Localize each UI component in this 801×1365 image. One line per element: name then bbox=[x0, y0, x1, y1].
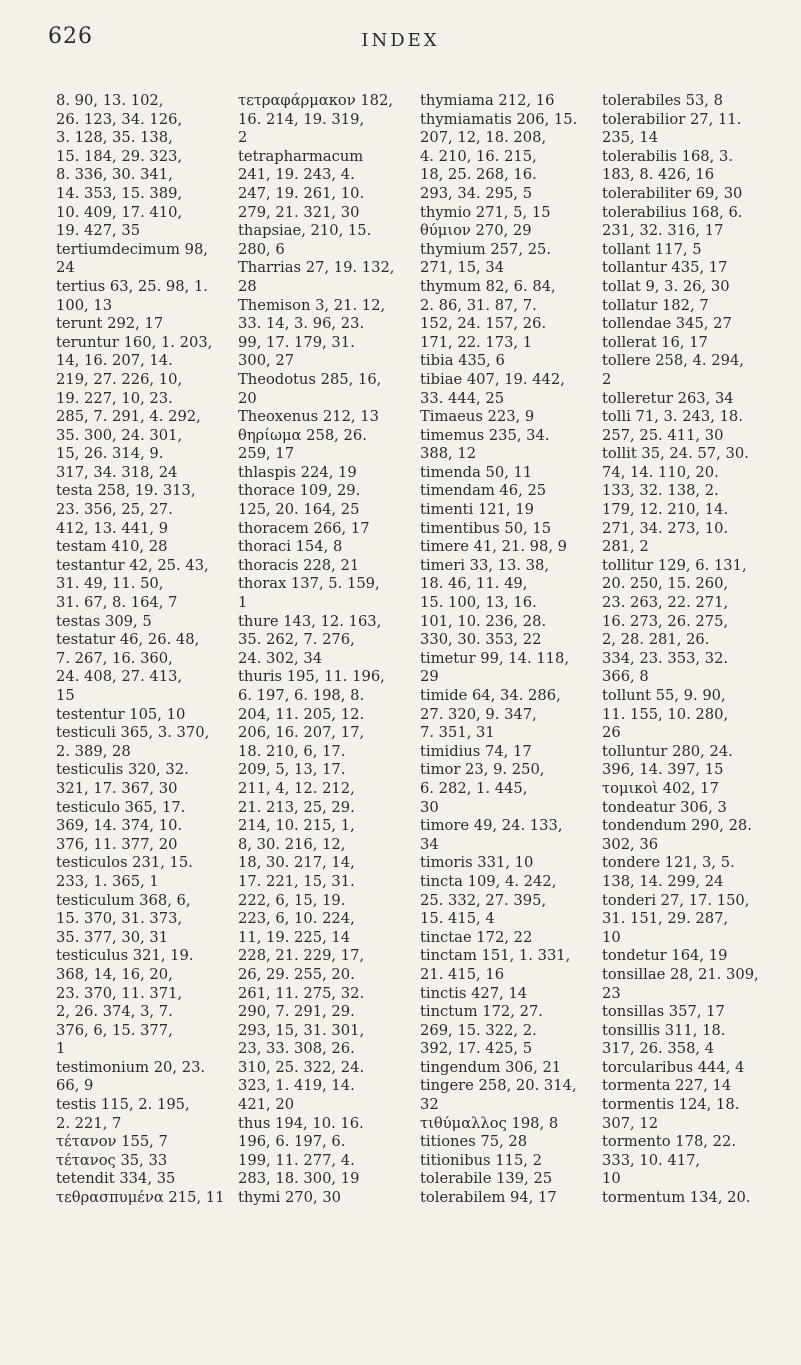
index-line: testentur 105, 10 bbox=[56, 705, 186, 723]
index-line: tetendit 334, 35 bbox=[56, 1170, 176, 1188]
index-line: 18, 30. 217, 14, bbox=[238, 854, 355, 872]
index-line: tolluntur 280, 24. bbox=[602, 742, 733, 760]
index-line: tollantur 435, 17 bbox=[602, 259, 728, 277]
index-line: tolerabilius 168, 6. bbox=[602, 203, 743, 221]
index-line: 26 bbox=[602, 724, 621, 742]
index-line: titiones 75, 28 bbox=[420, 1133, 528, 1151]
index-line: tollendae 345, 27 bbox=[602, 315, 732, 333]
index-line: 2. 221, 7 bbox=[56, 1114, 122, 1132]
index-line: 376, 6, 15. 377, bbox=[56, 1021, 173, 1039]
index-line: Timaeus 223, 9 bbox=[420, 408, 535, 426]
index-line: tinctam 151, 1. 331, bbox=[420, 947, 571, 965]
index-line: 7. 267, 16. 360, bbox=[56, 649, 173, 667]
index-line: 18. 210, 6, 17. bbox=[238, 742, 346, 760]
index-line: 20. 250, 15. 260, bbox=[602, 575, 729, 593]
index-line: 1 bbox=[238, 594, 248, 612]
index-line: 23, 33. 308, 26. bbox=[238, 1040, 355, 1058]
index-line: Tharrias 27, 19. 132, bbox=[238, 259, 395, 277]
index-line: tingendum 306, 21 bbox=[420, 1058, 562, 1076]
index-line: 100, 13 bbox=[56, 296, 113, 314]
index-line: 10 bbox=[602, 1170, 621, 1188]
index-line: tonderi 27, 17. 150, bbox=[602, 891, 750, 909]
index-line: τεθρασπυμένα 215, 11 bbox=[56, 1189, 225, 1207]
index-line: 280, 6 bbox=[238, 240, 285, 258]
index-line: 8. 90, 13. 102, bbox=[56, 92, 164, 109]
index-line: 19. 427, 35 bbox=[56, 222, 141, 240]
index-line: thoracis 228, 21 bbox=[238, 556, 360, 574]
index-line: 209, 5, 13, 17. bbox=[238, 761, 346, 779]
index-line: timide 64, 34. 286, bbox=[420, 687, 561, 704]
index-line: 35. 377, 30, 31 bbox=[56, 928, 169, 946]
index-line: 323, 1. 419, 14. bbox=[238, 1077, 355, 1095]
index-line: teruntur 160, 1. 203, bbox=[56, 333, 213, 351]
index-line: timemus 235, 34. bbox=[420, 426, 550, 444]
index-line: testam 410, 28 bbox=[56, 538, 168, 556]
index-line: 269, 15. 322, 2. bbox=[420, 1021, 537, 1039]
index-line: tonsillas 357, 17 bbox=[602, 1003, 725, 1021]
index-line: 20 bbox=[238, 389, 257, 407]
index-line: 23. 263, 22. 271, bbox=[602, 594, 729, 612]
index-line: tinctum 172, 27. bbox=[420, 1003, 543, 1021]
index-column-2 bbox=[238, 92, 412, 1322]
index-line: 368, 14, 16, 20, bbox=[56, 965, 173, 983]
index-line: thorax 137, 5. 159, bbox=[238, 575, 380, 593]
index-line: tolerabilior 27, 11. bbox=[602, 110, 742, 128]
index-line: tollatur 182, 7 bbox=[602, 296, 709, 314]
index-line: 33. 444, 25 bbox=[420, 389, 505, 407]
index-line: τετραφάρμακον 182, bbox=[238, 92, 394, 109]
index-line: 2. 389, 28 bbox=[56, 742, 131, 760]
index-line: testis 115, 2. 195, bbox=[56, 1096, 190, 1114]
index-line: 1 bbox=[56, 1040, 66, 1058]
index-line: 317, 34. 318, 24 bbox=[56, 463, 178, 481]
index-line: tollant 117, 5 bbox=[602, 240, 702, 258]
index-line: tolerabilis 168, 3. bbox=[602, 147, 733, 165]
index-line: 35. 262, 7. 276, bbox=[238, 631, 355, 649]
index-line: 25. 332, 27. 395, bbox=[420, 891, 547, 909]
index-line: 196, 6. 197, 6. bbox=[238, 1133, 346, 1151]
index-line: 307, 12 bbox=[602, 1114, 659, 1132]
index-line: 366, 8 bbox=[602, 668, 649, 686]
index-line: tibia 435, 6 bbox=[420, 352, 505, 370]
index-line: 219, 27. 226, 10, bbox=[56, 370, 183, 388]
index-line: testa 258, 19. 313, bbox=[56, 482, 196, 500]
index-line: testiculum 368, 6, bbox=[56, 891, 191, 909]
index-line: 24. 408, 27. 413, bbox=[56, 668, 183, 686]
index-line: 392, 17. 425, 5 bbox=[420, 1040, 533, 1058]
index-line: tertiumdecimum 98, bbox=[56, 240, 208, 258]
index-line: 15 bbox=[56, 687, 75, 704]
index-line: 23 bbox=[602, 984, 621, 1002]
index-line: 99, 17. 179, 31. bbox=[238, 333, 355, 351]
index-line: tollat 9, 3. 26, 30 bbox=[602, 277, 730, 295]
index-line: 321, 17. 367, 30 bbox=[56, 779, 178, 797]
index-line: 207, 12, 18. 208, bbox=[420, 129, 547, 147]
page-number: 626 bbox=[48, 24, 93, 49]
index-line: 10 bbox=[602, 928, 621, 946]
index-line: 28 bbox=[238, 277, 257, 295]
index-line: 31. 49, 11. 50, bbox=[56, 575, 164, 593]
index-line: thlaspis 224, 19 bbox=[238, 463, 357, 481]
index-line: 18, 25. 268, 16. bbox=[420, 166, 537, 184]
index-line: timore 49, 24. 133, bbox=[420, 817, 563, 835]
index-line: Themison 3, 21. 12, bbox=[238, 296, 386, 314]
index-line: testiculis 320, 32. bbox=[56, 761, 189, 779]
index-line: tollitur 129, 6. 131, bbox=[602, 556, 747, 574]
index-line: 16. 273, 26. 275, bbox=[602, 612, 729, 630]
index-line: 125, 20. 164, 25 bbox=[238, 501, 360, 519]
index-line: θύμιον 270, 29 bbox=[420, 222, 532, 240]
index-line: testas 309, 5 bbox=[56, 612, 152, 630]
index-line: 15. 415, 4 bbox=[420, 910, 495, 928]
index-line: 247, 19. 261, 10. bbox=[238, 184, 365, 202]
index-line: thymiama 212, 16 bbox=[420, 92, 555, 109]
index-line: 421, 20 bbox=[238, 1096, 295, 1114]
index-line: 35. 300, 24. 301, bbox=[56, 426, 183, 444]
index-line: 24. 302, 34 bbox=[238, 649, 323, 667]
index-line: 6. 197, 6. 198, 8. bbox=[238, 687, 365, 704]
index-line: 2. 86, 31. 87, 7. bbox=[420, 296, 537, 314]
index-line: tolerabile 139, 25 bbox=[420, 1170, 553, 1188]
index-line: 34 bbox=[420, 835, 439, 853]
index-line: testiculo 365, 17. bbox=[56, 798, 186, 816]
index-line: 26. 123, 34. 126, bbox=[56, 110, 183, 128]
index-line: tinctis 427, 14 bbox=[420, 984, 528, 1002]
index-line: thus 194, 10. 16. bbox=[238, 1114, 364, 1132]
index-line: thymi 270, 30 bbox=[238, 1189, 342, 1207]
index-line: 293, 34. 295, 5 bbox=[420, 184, 533, 202]
index-line: testiculos 231, 15. bbox=[56, 854, 193, 872]
index-line: thapsiae, 210, 15. bbox=[238, 222, 372, 240]
index-line: 302, 36 bbox=[602, 835, 659, 853]
index-line: timetur 99, 14. 118, bbox=[420, 649, 570, 667]
index-line: 7. 351, 31 bbox=[420, 724, 495, 742]
index-line: 231, 32. 316, 17 bbox=[602, 222, 724, 240]
index-line: timeri 33, 13. 38, bbox=[420, 556, 550, 574]
index-line: 412, 13. 441, 9 bbox=[56, 519, 169, 537]
index-line: tincta 109, 4. 242, bbox=[420, 872, 557, 890]
index-line: 333, 10. 417, bbox=[602, 1151, 701, 1169]
index-line: 15. 370, 31. 373, bbox=[56, 910, 183, 928]
index-line: 31. 67, 8. 164, 7 bbox=[56, 594, 178, 612]
index-column-4 bbox=[602, 92, 776, 1322]
index-line: tormentis 124, 18. bbox=[602, 1096, 740, 1114]
index-line: testantur 42, 25. 43, bbox=[56, 556, 209, 574]
index-line: 369, 14. 374, 10. bbox=[56, 817, 183, 835]
index-line: 2 bbox=[238, 129, 248, 147]
index-line: 11. 155, 10. 280, bbox=[602, 705, 729, 723]
index-line: tormenta 227, 14 bbox=[602, 1077, 732, 1095]
index-line: tollere 258, 4. 294, bbox=[602, 352, 744, 370]
index-line: 11, 19. 225, 14 bbox=[238, 928, 351, 946]
index-line: τέτανος 35, 33 bbox=[56, 1151, 168, 1169]
index-line: 259, 17 bbox=[238, 445, 295, 463]
index-line: 204, 11. 205, 12. bbox=[238, 705, 365, 723]
index-line: 241, 19. 243, 4. bbox=[238, 166, 355, 184]
index-line: tondere 121, 3, 5. bbox=[602, 854, 735, 872]
index-line: thoraci 154, 8 bbox=[238, 538, 343, 556]
index-line: tonsillis 311, 18. bbox=[602, 1021, 726, 1039]
index-line: 14, 16. 207, 14. bbox=[56, 352, 173, 370]
index-line: 179, 12. 210, 14. bbox=[602, 501, 729, 519]
index-line: 152, 24. 157, 26. bbox=[420, 315, 547, 333]
index-line: Theoxenus 212, 13 bbox=[238, 408, 379, 426]
index-line: tondeatur 306, 3 bbox=[602, 798, 727, 816]
index-line: 283, 18. 300, 19 bbox=[238, 1170, 360, 1188]
index-line: τιθύμαλλος 198, 8 bbox=[420, 1114, 559, 1132]
index-line: testiculus 321, 19. bbox=[56, 947, 194, 965]
index-line: tolli 71, 3. 243, 18. bbox=[602, 408, 743, 426]
index-line: 26, 29. 255, 20. bbox=[238, 965, 355, 983]
index-line: 19. 227, 10, 23. bbox=[56, 389, 173, 407]
index-line: 317, 26. 358, 4 bbox=[602, 1040, 715, 1058]
index-line: 293, 15, 31. 301, bbox=[238, 1021, 365, 1039]
index-line: 4. 210, 16. 215, bbox=[420, 147, 537, 165]
index-line: 66, 9 bbox=[56, 1077, 94, 1095]
index-line: 376, 11. 377, 20 bbox=[56, 835, 178, 853]
index-line: tertius 63, 25. 98, 1. bbox=[56, 277, 208, 295]
running-head: INDEX bbox=[361, 30, 440, 51]
index-line: tolerabiliter 69, 30 bbox=[602, 184, 743, 202]
index-line: tolerabilem 94, 17 bbox=[420, 1189, 557, 1207]
index-line: 74, 14. 110, 20. bbox=[602, 463, 719, 481]
index-line: tonsillae 28, 21. 309, bbox=[602, 965, 759, 983]
index-line: 30 bbox=[420, 798, 439, 816]
index-line: 29 bbox=[420, 668, 439, 686]
index-line: timere 41, 21. 98, 9 bbox=[420, 538, 568, 556]
index-line: timenda 50, 11 bbox=[420, 463, 533, 481]
index-line: tondetur 164, 19 bbox=[602, 947, 728, 965]
index-line: timenti 121, 19 bbox=[420, 501, 535, 519]
index-line: torcularibus 444, 4 bbox=[602, 1058, 745, 1076]
index-line: 24 bbox=[56, 259, 75, 277]
index-line: timendam 46, 25 bbox=[420, 482, 547, 500]
index-line: τομικοὶ 402, 17 bbox=[602, 779, 719, 797]
index-line: 15. 184, 29. 323, bbox=[56, 147, 183, 165]
index-line: 2 bbox=[602, 370, 612, 388]
index-line: 228, 21. 229, 17, bbox=[238, 947, 365, 965]
index-line: tinctae 172, 22 bbox=[420, 928, 533, 946]
index-line: 2, 28. 281, 26. bbox=[602, 631, 710, 649]
index-line: 271, 34. 273, 10. bbox=[602, 519, 729, 537]
index-line: 133, 32. 138, 2. bbox=[602, 482, 719, 500]
index-line: thoracem 266, 17 bbox=[238, 519, 370, 537]
index-line: 261, 11. 275, 32. bbox=[238, 984, 365, 1002]
index-line: 8. 336, 30. 341, bbox=[56, 166, 173, 184]
index-line: 18. 46, 11. 49, bbox=[420, 575, 528, 593]
index-line: tormento 178, 22. bbox=[602, 1133, 736, 1151]
index-line: tormentum 134, 20. bbox=[602, 1189, 751, 1207]
index-line: tondendum 290, 28. bbox=[602, 817, 752, 835]
index-line: 31. 151, 29. 287, bbox=[602, 910, 729, 928]
index-line: 330, 30. 353, 22 bbox=[420, 631, 542, 649]
index-line: thymio 271, 5, 15 bbox=[420, 203, 551, 221]
index-line: 32 bbox=[420, 1096, 439, 1114]
index-line: 16. 214, 19. 319, bbox=[238, 110, 365, 128]
index-line: thymiamatis 206, 15. bbox=[420, 110, 578, 128]
index-line: tollit 35, 24. 57, 30. bbox=[602, 445, 749, 463]
index-column-1 bbox=[56, 92, 230, 1322]
index-line: 271, 15, 34 bbox=[420, 259, 505, 277]
index-line: tollunt 55, 9. 90, bbox=[602, 687, 726, 704]
index-line: thymium 257, 25. bbox=[420, 240, 552, 258]
index-line: testatur 46, 26. 48, bbox=[56, 631, 200, 649]
index-line: terunt 292, 17 bbox=[56, 315, 164, 333]
index-line: timentibus 50, 15 bbox=[420, 519, 552, 537]
index-line: testimonium 20, 23. bbox=[56, 1058, 206, 1076]
index-line: 183, 8. 426, 16 bbox=[602, 166, 715, 184]
index-line: 171, 22. 173, 1 bbox=[420, 333, 533, 351]
index-line: 101, 10. 236, 28. bbox=[420, 612, 547, 630]
index-line: 396, 14. 397, 15 bbox=[602, 761, 724, 779]
index-line: 17. 221, 15, 31. bbox=[238, 872, 355, 890]
index-line: 211, 4, 12. 212, bbox=[238, 779, 355, 797]
index-line: tibiae 407, 19. 442, bbox=[420, 370, 565, 388]
index-line: 279, 21. 321, 30 bbox=[238, 203, 360, 221]
index-line: thorace 109, 29. bbox=[238, 482, 361, 500]
index-line: 3. 128, 35. 138, bbox=[56, 129, 173, 147]
index-line: 214, 10. 215, 1, bbox=[238, 817, 355, 835]
index-line: 21. 213, 25, 29. bbox=[238, 798, 355, 816]
index-line: 8, 30. 216, 12, bbox=[238, 835, 346, 853]
index-line: 235, 14 bbox=[602, 129, 659, 147]
index-line: 10. 409, 17. 410, bbox=[56, 203, 183, 221]
index-line: 257, 25. 411, 30 bbox=[602, 426, 724, 444]
index-line: 310, 25. 322, 24. bbox=[238, 1058, 365, 1076]
index-line: 138, 14. 299, 24 bbox=[602, 872, 724, 890]
index-line: 206, 16. 207, 17, bbox=[238, 724, 365, 742]
index-line: thure 143, 12. 163, bbox=[238, 612, 382, 630]
index-line: 285, 7. 291, 4. 292, bbox=[56, 408, 201, 426]
index-line: 2, 26. 374, 3, 7. bbox=[56, 1003, 173, 1021]
index-line: 14. 353, 15. 389, bbox=[56, 184, 183, 202]
index-line: thymum 82, 6. 84, bbox=[420, 277, 556, 295]
index-line: timor 23, 9. 250, bbox=[420, 761, 545, 779]
index-line: tolerabiles 53, 8 bbox=[602, 92, 723, 109]
index-line: 223, 6, 10. 224, bbox=[238, 910, 355, 928]
index-line: 15, 26. 314, 9. bbox=[56, 445, 164, 463]
index-columns bbox=[56, 92, 776, 1322]
index-line: 222, 6, 15, 19. bbox=[238, 891, 346, 909]
index-line: 233, 1. 365, 1 bbox=[56, 872, 159, 890]
index-line: 300, 27 bbox=[238, 352, 295, 370]
index-line: timidius 74, 17 bbox=[420, 742, 532, 760]
index-line: tolleretur 263, 34 bbox=[602, 389, 734, 407]
index-line: timoris 331, 10 bbox=[420, 854, 534, 872]
index-line: 21. 415, 16 bbox=[420, 965, 505, 983]
index-line: testiculi 365, 3. 370, bbox=[56, 724, 210, 742]
index-line: thuris 195, 11. 196, bbox=[238, 668, 385, 686]
index-line: tetrapharmacum bbox=[238, 147, 364, 165]
index-line: titionibus 115, 2 bbox=[420, 1151, 542, 1169]
index-line: 6. 282, 1. 445, bbox=[420, 779, 528, 797]
index-line: τέτανον 155, 7 bbox=[56, 1133, 168, 1151]
index-line: tingere 258, 20. 314, bbox=[420, 1077, 577, 1095]
index-line: 199, 11. 277, 4. bbox=[238, 1151, 355, 1169]
index-line: 290, 7. 291, 29. bbox=[238, 1003, 355, 1021]
index-line: 27. 320, 9. 347, bbox=[420, 705, 537, 723]
index-line: θηρίωμα 258, 26. bbox=[238, 426, 367, 444]
index-line: 334, 23. 353, 32. bbox=[602, 649, 729, 667]
index-line: Theodotus 285, 16, bbox=[238, 370, 382, 388]
index-line: 33. 14, 3. 96, 23. bbox=[238, 315, 365, 333]
index-line: 281, 2 bbox=[602, 538, 649, 556]
index-line: 15. 100, 13, 16. bbox=[420, 594, 537, 612]
index-line: 388, 12 bbox=[420, 445, 477, 463]
index-line: 23. 370, 11. 371, bbox=[56, 984, 183, 1002]
index-line: tollerat 16, 17 bbox=[602, 333, 708, 351]
index-line: 23. 356, 25, 27. bbox=[56, 501, 173, 519]
index-column-3 bbox=[420, 92, 594, 1322]
